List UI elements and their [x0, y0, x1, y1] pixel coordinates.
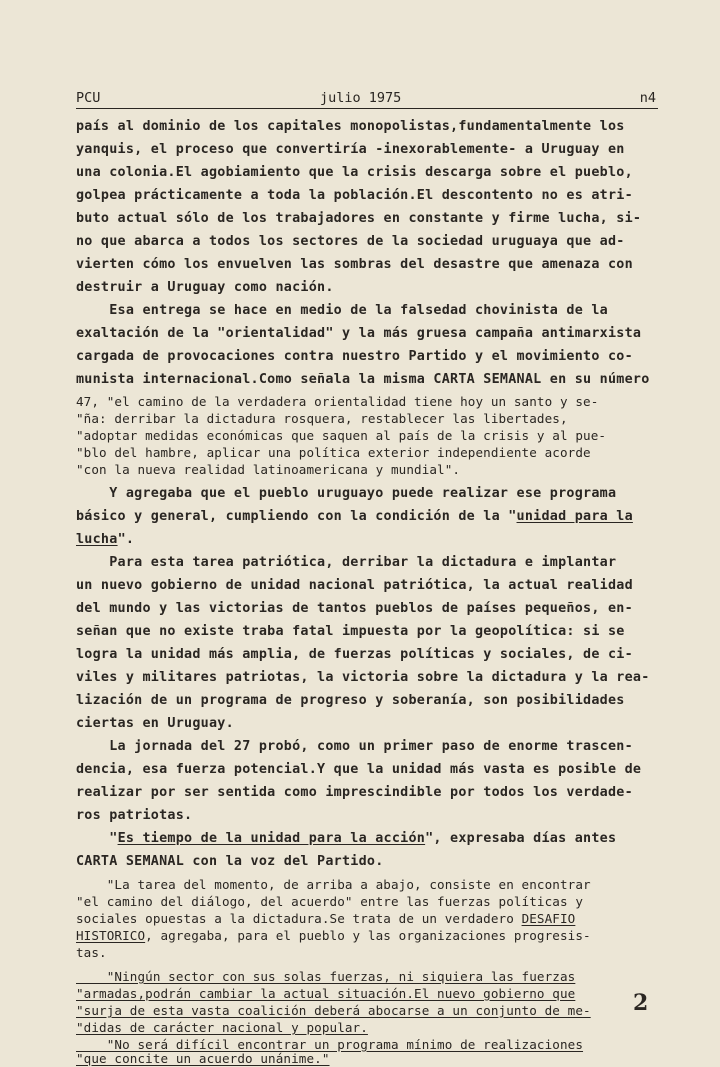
text-line: dencia, esa fuerza potencial.Y que la unidad más vasta es posible de: [76, 762, 642, 777]
text-line: La jornada del 27 probó, como un primer paso de enorme trascen-: [76, 739, 633, 754]
underlined-phrase: unidad para la: [516, 509, 633, 524]
text-line: Y agregaba que el pueblo uruguayo puede realizar ese programa: [76, 486, 617, 501]
quote-line: 47, "el camino de la verdadera orientalidad tiene hoy un santo y se-: [76, 394, 599, 409]
text-line: país al dominio de los capitales monopolistas,fundamentalmente los: [76, 119, 625, 134]
text-run: ".: [117, 532, 135, 547]
quote-line: "adoptar medidas económicas que saquen al país de la crisis y al pue-: [76, 428, 607, 443]
quote-line: [76, 1002, 591, 1019]
text-line: señan que no existe traba fatal impuesta por la geopolítica: si se: [76, 624, 625, 639]
text-line: del mundo y las victorias de tantos pueblos de países pequeños, en-: [76, 601, 633, 616]
text-line: ciertas en Uruguay.: [76, 716, 234, 731]
underlined-phrase: "surja de esta vasta coalición deberá abocarse a un conjunto de me-: [76, 1003, 591, 1018]
text-run: sociales opuestas a la dictadura.Se trata de un verdadero: [76, 911, 522, 926]
header-issue: n4: [639, 90, 656, 106]
underlined-phrase: "didas de carácter nacional y popular.: [76, 1020, 368, 1035]
underlined-phrase: "armadas,podrán cambiar la actual situación.El nuevo gobierno que: [76, 986, 576, 1001]
quote-line: "con la nueva realidad latinoamericana y mundial".: [76, 462, 461, 477]
quote-line: "blo del hambre, aplicar una política exterior independiente acorde: [76, 445, 591, 460]
underlined-phrase: "que concite un acuerdo unánime.": [76, 1051, 330, 1066]
text-line: yanquis, el proceso que convertiría -inexorablemente- a Uruguay en: [76, 142, 625, 157]
quote-line: [76, 910, 575, 927]
quote-line: [76, 927, 591, 944]
text-run: ": [76, 831, 118, 846]
quote-line: [76, 968, 575, 985]
header-date: julio 1975: [320, 90, 402, 106]
page-header: [76, 90, 658, 109]
text-line: CARTA SEMANAL con la voz del Partido.: [76, 854, 384, 869]
quote-line: [76, 1019, 368, 1036]
text-run: ", expresaba días antes: [425, 831, 617, 846]
page-number: 2: [633, 990, 649, 1016]
underlined-phrase: "Ningún sector con sus solas fuerzas, ni siquiera las fuerzas: [76, 969, 576, 984]
text-line: destruir a Uruguay como nación.: [76, 280, 334, 295]
text-run: , agregaba, para el pueblo y las organizaciones progresis-: [145, 928, 591, 943]
quote-line: tas.: [76, 945, 107, 960]
quote-line: "ña: derribar la dictadura rosquera, restablecer las libertades,: [76, 411, 568, 426]
text-line: vierten cómo los envuelven las sombras del desastre que amenaza con: [76, 257, 633, 272]
text-line: golpea prácticamente a toda la población.El descontento no es atri-: [76, 188, 633, 203]
text-line: [76, 507, 633, 527]
text-line: buto actual sólo de los trabajadores en constante y firme lucha, si-: [76, 211, 642, 226]
text-line: Para esta tarea patriótica, derribar la dictadura e implantar: [76, 555, 617, 570]
quote-line: "La tarea del momento, de arriba a abajo, consiste en encontrar: [76, 877, 591, 892]
underlined-phrase: HISTORICO: [76, 928, 146, 943]
text-line: realizar por ser sentida como imprescindible por todos los verdade-: [76, 785, 633, 800]
text-line: Esa entrega se hace en medio de la falsedad chovinista de la: [76, 303, 608, 318]
quote-line: [76, 1050, 330, 1067]
text-line: ros patriotas.: [76, 808, 193, 823]
text-line: viles y militares patriotas, la victoria sobre la dictadura y la rea-: [76, 670, 650, 685]
underlined-phrase: lucha: [76, 532, 118, 547]
text-line: [76, 829, 616, 849]
text-line: una colonia.El agobiamiento que la crisis descarga sobre el pueblo,: [76, 165, 633, 180]
underlined-phrase: Es tiempo de la unidad para la acción: [117, 831, 426, 846]
text-line: munista internacional.Como señala la misma CARTA SEMANAL en su número: [76, 372, 650, 387]
quote-line: [76, 985, 575, 1002]
text-run: básico y general, cumpliendo con la condición de la ": [76, 509, 517, 524]
underlined-phrase: DESAFIO: [521, 911, 576, 926]
underlined-phrase: "No será difícil encontrar un programa mínimo de realizaciones: [76, 1037, 584, 1052]
text-line: exaltación de la "orientalidad" y la más gruesa campaña antimarxista: [76, 326, 642, 341]
text-line: [76, 530, 134, 550]
text-line: logra la unidad más amplia, de fuerzas políticas y sociales, de ci-: [76, 647, 633, 662]
text-line: lización de un programa de progreso y soberanía, son posibilidades: [76, 693, 625, 708]
text-line: no que abarca a todos los sectores de la sociedad uruguaya que ad-: [76, 234, 625, 249]
text-line: cargada de provocaciones contra nuestro Partido y el movimiento co-: [76, 349, 633, 364]
quote-line: "el camino del diálogo, del acuerdo" entre las fuerzas políticas y: [76, 894, 584, 909]
text-line: un nuevo gobierno de unidad nacional patriótica, la actual realidad: [76, 578, 633, 593]
header-org: PCU: [76, 90, 101, 106]
